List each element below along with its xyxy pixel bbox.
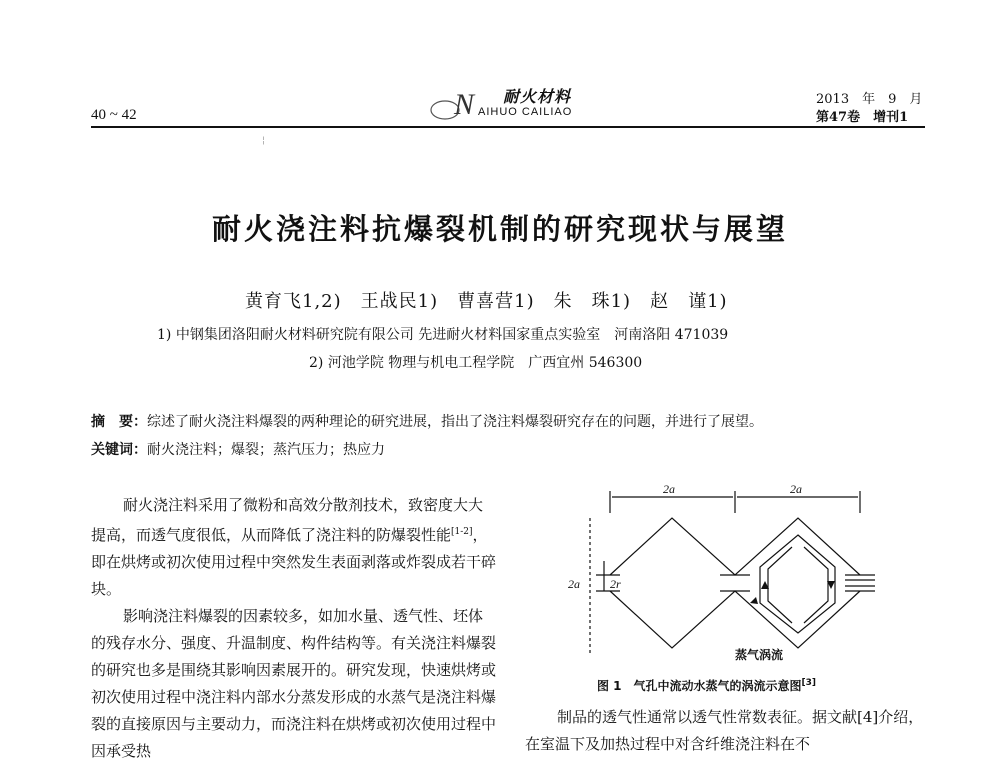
paragraph-1 xyxy=(91,492,496,603)
author-list: 黄育飞1,2) 王战民1) 曹喜营1) 朱 珠1) 赵 谨1) xyxy=(245,291,728,312)
abstract xyxy=(91,411,763,431)
keywords-label: 关键词： xyxy=(91,442,147,458)
paragraph-1-text-a: 耐火浇注料采用了微粉和高效分散剂技术，致密度大大提高，而透气度很低，从而降低了浇注料的防爆裂性能 xyxy=(91,496,484,544)
figure-caption-text: 图 1 气孔中流动水蒸气的涡流示意图 xyxy=(597,679,802,693)
page-range: 40 ~ 42 xyxy=(91,107,137,123)
paragraph-right: 制品的透气性通常以透气性常数表征。据文献[4]介绍，在室温下及加热过程中对含纤维浇注料在不 xyxy=(525,708,924,753)
dim-left: 2a xyxy=(568,577,580,591)
keywords-text: 耐火浇注料；爆裂；蒸汽压力；热应力 xyxy=(147,442,385,458)
vortex-flow-diagram xyxy=(560,483,905,661)
issue-volume: 第47卷 增刊1 xyxy=(816,110,909,125)
affiliation-2: 2) 河池学院 物理与机电工程学院 广西宜州 546300 xyxy=(309,355,643,371)
abstract-label: 摘 要： xyxy=(91,414,147,430)
paragraph-2: 影响浇注料爆裂的因素较多，如加水量、透气性、坯体的残存水分、强度、升温制度、构件结构等。有关浇注料爆裂的研究也多是围绕其影响因素展开的。研究发现，快速烘烤或初次使用过程中浇注料内部水分蒸发形成的水蒸气是浇注料爆裂的直接原因与主要动力，而浇注料在烘烤或初次使用过程中因承受热 xyxy=(91,607,497,760)
paper-title: 耐火浇注料抗爆裂机制的研究现状与展望 xyxy=(211,212,788,246)
figure-caption-ref: [3] xyxy=(801,678,817,688)
dim-top-right: 2a xyxy=(790,483,802,496)
paragraph-1-text-b: ，即在烘烤或初次使用过程中突然发生表面剥落或炸裂成若干碎块。 xyxy=(91,526,497,598)
issue-date: 2013 年 9 月 xyxy=(816,92,923,107)
journal-name-en: AIHUO CAILIAO xyxy=(478,106,573,118)
journal-name-cn: 耐火材料 xyxy=(503,87,572,106)
figure-caption xyxy=(597,677,816,694)
body-column-left xyxy=(91,492,496,765)
body-column-right xyxy=(525,704,925,758)
abstract-text: 综述了耐火浇注料爆裂的两种理论的研究进展，指出了浇注料爆裂研究存在的问题，并进行了展望。 xyxy=(147,414,763,430)
vortex-label: 蒸气涡流 xyxy=(735,648,784,661)
margin-mark: ¦ xyxy=(262,136,266,146)
affiliation-1: 1) 中钢集团洛阳耐火材料研究院有限公司 先进耐火材料国家重点实验室 河南洛阳 471039 xyxy=(157,327,729,343)
journal-initial: N xyxy=(454,88,475,121)
header-rule xyxy=(91,126,925,128)
dim-radius: 2r xyxy=(610,577,621,591)
keywords xyxy=(91,439,385,459)
citation-ref: [1-2] xyxy=(451,527,473,537)
dim-top-left: 2a xyxy=(663,483,675,496)
